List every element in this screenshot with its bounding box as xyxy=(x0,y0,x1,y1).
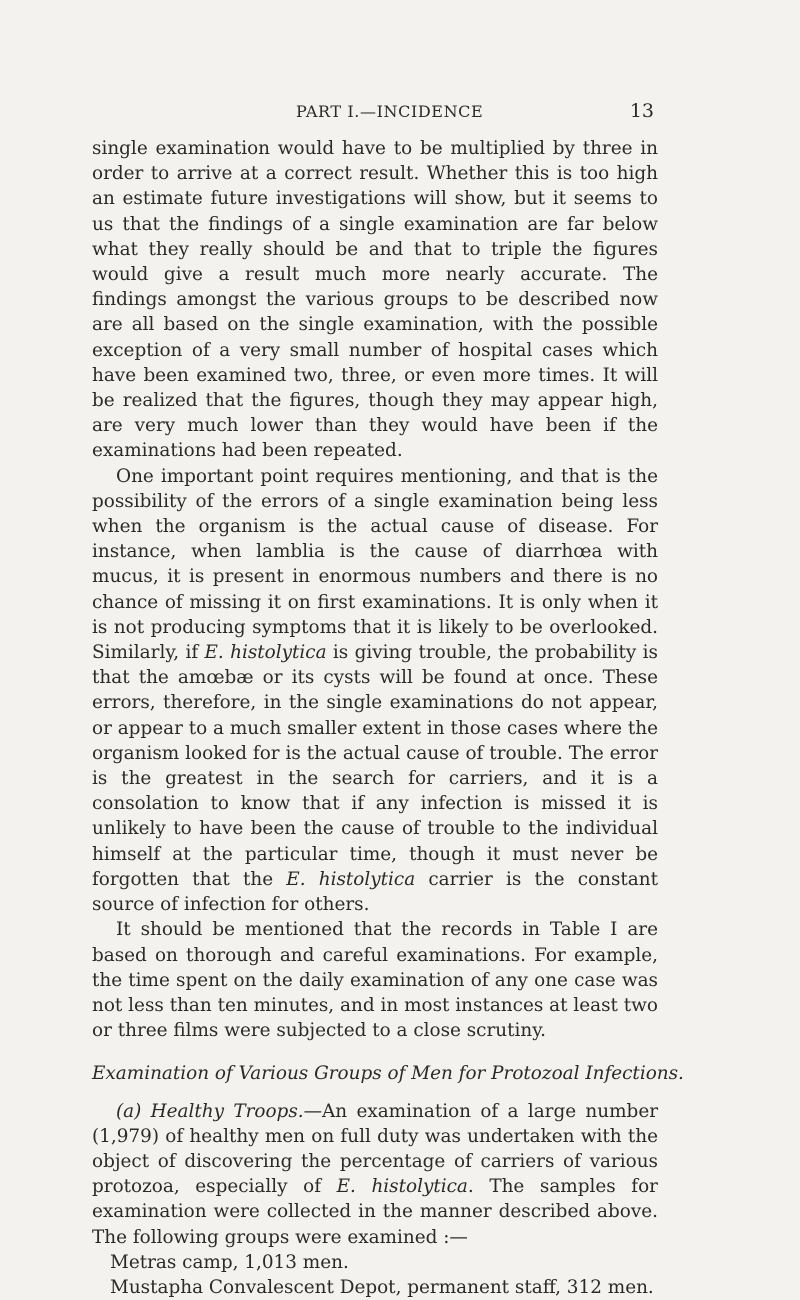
paragraph-1-text: single examination would have to be multiplied by three in order to arrive at a correct result. Whether this is too high an estimate future investigations will show, but it seems to us that the findings of a single examination are far below what they really should be and that to triple the figures would give a result much more nearly accurate. The findings amongst the various groups to be described now are all based on the single examination, with the possible exception of a very small number of hospital cases which have been examined two, three, or even more times. It will be realized that the figures, though they may appear high, are very much lower than they would have been if the examinations had been repeated. xyxy=(92,138,658,462)
paragraph-2-text-b: is giving trouble, the probability is that the amœbæ or its cysts will be found at once. These errors, therefore, in the single examinations do not appear, or appear to a much smaller extent in those cases where the organism looked for is the actual cause of trouble. The error is the greatest in the search for carriers, and it is a consolation to know that if any infection is missed it is unlikely to have been the cause of trouble to the individual himself at the particular time, though it must never be forgotten that the xyxy=(92,642,658,890)
paragraph-3-text: It should be mentioned that the records in Table I are based on thorough and careful examinations. For example, the time spent on the daily examination of any one case was not less than ten minutes, and in most instances at least two or three films were subjected to a close scrutiny. xyxy=(92,919,658,1042)
page-number: 13 xyxy=(629,100,654,122)
paragraph-2-text-c: carrier is the constant source of infection for others. xyxy=(92,868,658,916)
section-heading: Examination of Various Groups of Men for Protozoal Infections. xyxy=(92,1063,684,1085)
species-name: E. histolytica xyxy=(204,642,327,664)
page-header xyxy=(0,102,800,126)
subsection-label: (a) Healthy Troops. xyxy=(116,1100,304,1122)
paragraph-1 xyxy=(92,136,658,464)
running-head: PART I.—INCIDENCE xyxy=(296,102,484,121)
group-item: Metras camp, 1,013 men. xyxy=(110,1251,349,1273)
paragraph-2-text-a: One important point requires mentioning, and that is the possibility of the errors of a single examination being less when the organism is the actual cause of disease. For instance, when lamblia is the cause of diarrhœa with mucus, it is present in enormous numbers and there is no chance of missing it on first examinations. It is only when it is not producing symptoms that it is likely to be overlooked. Similarly, if xyxy=(92,465,658,664)
species-name: E. histolytica xyxy=(336,1176,468,1198)
subsection-text-b: . The samples for examination were collected in the manner described above. The following groups were examined :— xyxy=(92,1176,658,1248)
body-text xyxy=(92,136,684,1300)
subsection-paragraph xyxy=(92,1099,658,1250)
group-item: Mustapha Convalescent Depot, permanent staff, 312 men. xyxy=(110,1276,654,1298)
subsection-text-a: —An examination of a large number (1,979) of healthy men on full duty was undertaken with the object of discovering the percentage of carriers of various protozoa, especially of xyxy=(92,1100,659,1198)
paragraph-2 xyxy=(92,464,658,918)
paragraph-3 xyxy=(92,917,658,1043)
species-name: E. histolytica xyxy=(286,868,416,890)
